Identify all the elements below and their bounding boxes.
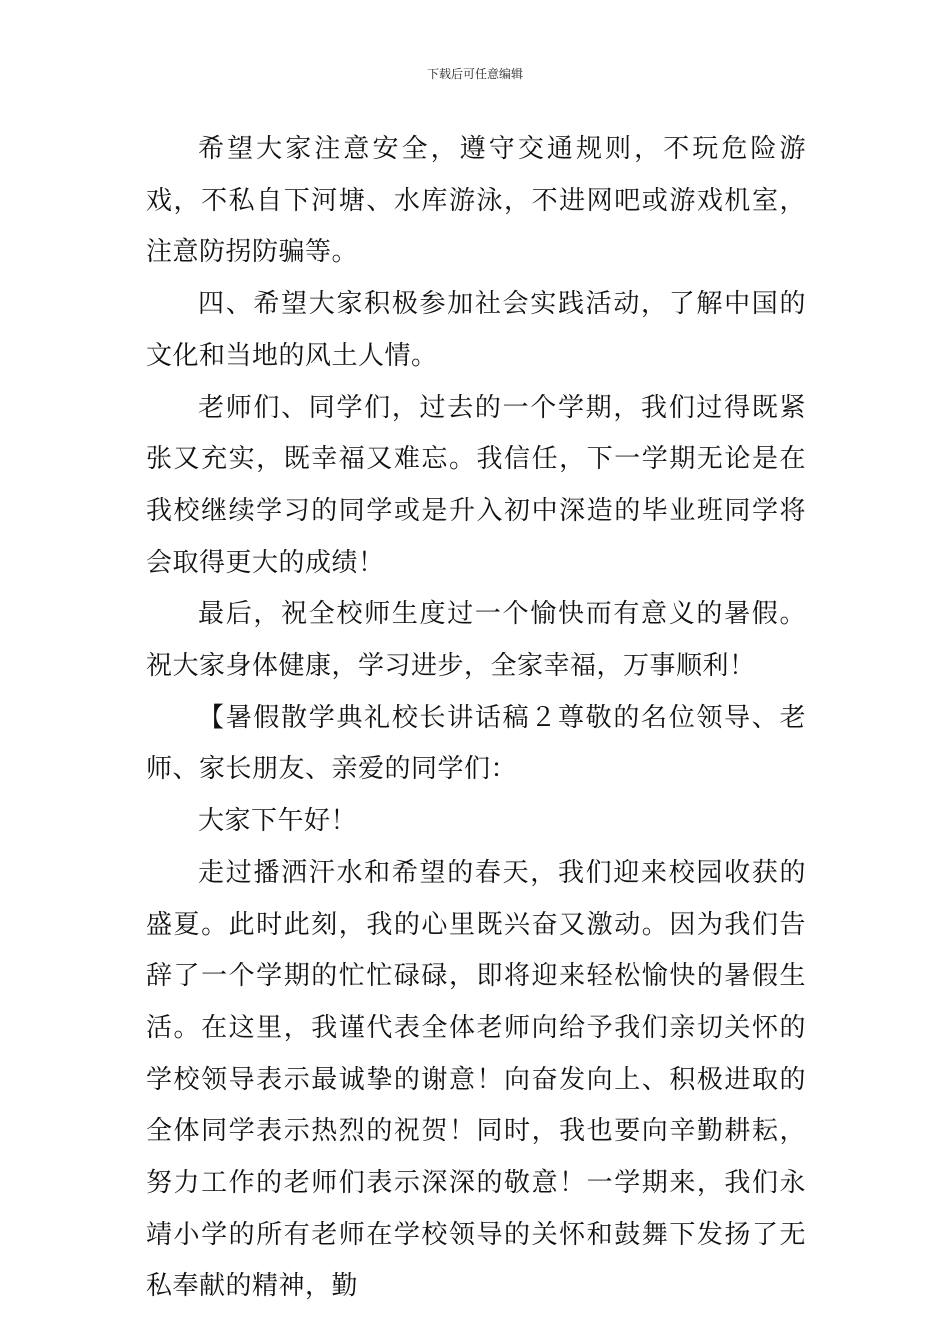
document-body xyxy=(146,124,806,1313)
paragraph-speech-2-title: 【暑假散学典礼校长讲话稿２尊敬的名位领导、老师、家长朋友、亲爱的同学们： xyxy=(146,702,806,785)
paragraph-safety: 希望大家注意安全，遵守交通规则，不玩危险游戏，不私自下河塘、水库游泳，不进网吧或游戏机室，注意防拐防骗等。 xyxy=(146,134,806,268)
paragraph-semester-review: 老师们、同学们，过去的一个学期，我们过得既紧张又充实，既幸福又难忘。我信任，下一学期无论是在我校继续学习的同学或是升入初中深造的毕业班同学将会取得更大的成绩！ xyxy=(146,392,806,578)
paragraph-greeting: 大家下午好！ xyxy=(198,806,358,837)
paragraph-social-practice: 四、希望大家积极参加社会实践活动，了解中国的文化和当地的风土人情。 xyxy=(146,289,806,371)
paragraph-summer-intro: 走过播洒汗水和希望的春天，我们迎来校园收获的盛夏。此时此刻，我的心里既兴奋又激动。因为我们告辞了一个学期的忙忙碌碌，即将迎来轻松愉快的暑假生活。在这里，我谨代表全体老师向给予我们亲切关怀的学校领导表示最诚挚的谢意！向奋发向上、积极进取的全体同学表示热烈的祝贺！同时，我也要向辛勤耕耘，努力工作的老师们表示深深的敬意！一学期来，我们永靖小学的所有老师在学校领导的关怀和鼓舞下发扬了无私奉献的精神，勤 xyxy=(146,857,806,1302)
page-header: 下载后可任意编辑 xyxy=(426,67,523,81)
paragraph-closing-wishes: 最后，祝全校师生度过一个愉快而有意义的暑假。祝大家身体健康，学习进步，全家幸福，万事顺利！ xyxy=(146,599,806,682)
